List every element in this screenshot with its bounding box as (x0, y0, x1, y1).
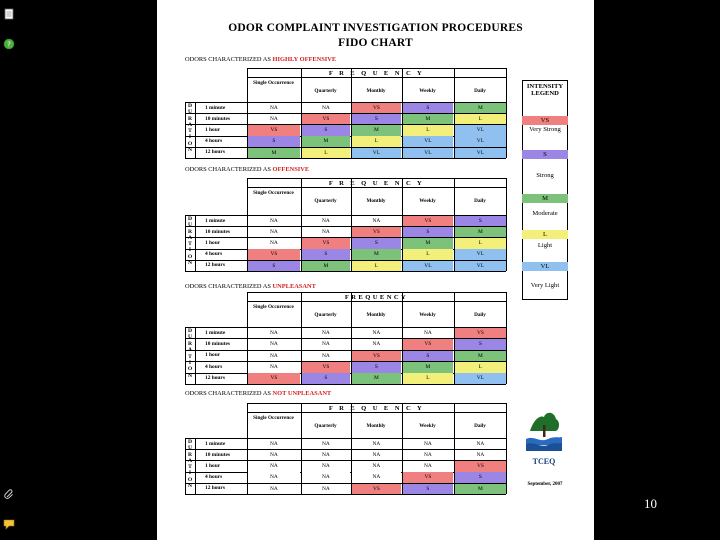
duration-letter: O (187, 140, 193, 147)
intensity-cell: L (455, 114, 506, 124)
intensity-cell: VL (352, 148, 401, 158)
intensity-cell: L (352, 261, 401, 271)
duration-letter: D (187, 103, 193, 109)
column-header: Monthly (366, 312, 386, 318)
intensity-cell: NA (248, 461, 300, 471)
intensity-cell: VL (403, 148, 453, 158)
grid-line (195, 215, 196, 271)
frequency-label: F R E Q U E N C Y (328, 405, 425, 412)
duration-letter: N (187, 259, 193, 266)
column-header: Single Occurrence (253, 190, 294, 196)
duration-row-label: 1 minute (205, 329, 226, 336)
intensity-cell: VL (455, 136, 506, 146)
section-heading-category: UNPLEASANT (272, 283, 316, 290)
intensity-cell: S (403, 484, 453, 494)
intensity-cell: M (403, 114, 453, 124)
column-header: Weekly (419, 198, 436, 204)
intensity-cell: NA (248, 439, 300, 449)
duration-letter: O (187, 366, 193, 373)
duration-letter: T (188, 128, 192, 134)
intensity-cell: VS (248, 125, 300, 135)
intensity-cell: NA (352, 439, 401, 449)
intensity-cell: M (455, 227, 506, 237)
legend-label: Strong (536, 172, 554, 179)
column-header: Daily (474, 423, 486, 429)
section-heading-category: OFFENSIVE (272, 166, 310, 173)
intensity-cell: NA (248, 238, 300, 248)
legend-swatch: VS (522, 116, 568, 125)
intensity-cell: M (302, 261, 350, 271)
column-header: Weekly (419, 423, 436, 429)
column-header: Monthly (366, 88, 386, 94)
duration-letter: N (187, 482, 193, 489)
duration-letter: O (187, 253, 193, 260)
intensity-cell: S (302, 249, 350, 259)
intensity-cell: NA (403, 328, 453, 339)
logo-text: TCEQ (532, 457, 556, 466)
duration-row-label: 1 minute (205, 104, 226, 111)
duration-letter: D (187, 216, 193, 222)
intensity-cell: NA (248, 362, 300, 373)
intensity-cell: M (403, 238, 453, 248)
intensity-cell: S (455, 472, 506, 482)
intensity-cell: NA (248, 114, 300, 124)
section-heading (185, 56, 336, 63)
duration-row-label: 1 hour (205, 462, 221, 469)
intensity-cell: VS (403, 339, 453, 350)
intensity-cell: L (403, 373, 453, 384)
intensity-cell: VS (455, 328, 506, 339)
section-heading (185, 390, 331, 397)
duration-letter: O (187, 476, 193, 483)
duration-row-label: 12 hours (205, 485, 225, 492)
intensity-cell: M (248, 148, 300, 158)
duration-row-label: 1 minute (205, 217, 226, 224)
grid-line (247, 68, 506, 69)
intensity-cell: NA (302, 227, 350, 237)
duration-row-label: 1 hour (205, 352, 221, 359)
intensity-cell: VS (302, 362, 350, 373)
duration-row-label: 1 hour (205, 126, 221, 133)
duration-letter: R (187, 228, 193, 235)
section-heading-prefix: ODORS CHARACTERIZED AS (185, 283, 271, 290)
intensity-cell: NA (302, 103, 350, 113)
duration-letter: U (187, 222, 193, 229)
intensity-cell: S (352, 362, 401, 373)
duration-letter: N (187, 372, 193, 379)
duration-letter: I (188, 470, 192, 477)
section-heading-prefix: ODORS CHARACTERIZED AS (185, 166, 271, 173)
intensity-cell: L (455, 362, 506, 373)
column-header: Monthly (366, 423, 386, 429)
grid-line (185, 384, 506, 385)
intensity-cell: L (455, 238, 506, 248)
document-title: ODOR COMPLAINT INVESTIGATION PROCEDURES (228, 22, 523, 34)
duration-letter: U (187, 334, 193, 341)
intensity-cell: S (403, 227, 453, 237)
page-number: 10 (644, 496, 657, 511)
intensity-cell: VL (455, 373, 506, 384)
duration-letter: R (187, 340, 193, 347)
grid-line (247, 187, 506, 188)
intensity-cell: NA (455, 450, 506, 460)
intensity-cell: NA (403, 439, 453, 449)
intensity-cell: VL (403, 261, 453, 271)
intensity-cell: NA (302, 450, 350, 460)
intensity-cell: M (352, 373, 401, 384)
column-header: Quarterly (314, 312, 337, 318)
grid-line (195, 438, 196, 494)
intensity-cell: S (455, 339, 506, 350)
section-heading-category: HIGHLY OFFENSIVE (272, 56, 337, 63)
intensity-cell: S (352, 114, 401, 124)
intensity-cell: VS (352, 227, 401, 237)
duration-letter: A (187, 234, 193, 241)
column-header: Quarterly (314, 423, 337, 429)
column-header: Weekly (419, 88, 436, 94)
intensity-cell: VS (302, 114, 350, 124)
intensity-cell: S (352, 238, 401, 248)
column-header: Daily (474, 198, 486, 204)
intensity-cell: NA (302, 439, 350, 449)
intensity-cell: VS (403, 472, 453, 482)
intensity-cell: NA (352, 216, 401, 226)
grid-line (185, 271, 506, 272)
intensity-cell: S (403, 103, 453, 113)
intensity-cell: S (302, 373, 350, 384)
intensity-cell: NA (302, 461, 350, 471)
grid-line (506, 68, 507, 158)
intensity-cell: M (352, 125, 401, 135)
duration-row-label: 10 minutes (205, 115, 231, 122)
intensity-cell: NA (302, 339, 350, 350)
duration-row-label: 4 hours (205, 474, 223, 481)
grid-line (506, 292, 507, 384)
duration-letter: I (188, 247, 192, 254)
grid-line (506, 178, 507, 271)
intensity-cell: NA (248, 328, 300, 339)
duration-row-label: 10 minutes (205, 340, 231, 347)
intensity-cell: NA (248, 103, 300, 113)
duration-row-label: 10 minutes (205, 451, 231, 458)
duration-letter: A (187, 121, 193, 128)
duration-letter: U (187, 445, 193, 452)
intensity-cell: NA (352, 339, 401, 350)
intensity-cell: VS (352, 103, 401, 113)
intensity-cell: L (352, 136, 401, 146)
duration-letter: R (187, 115, 193, 122)
duration-row-label: 12 hours (205, 149, 225, 156)
grid-line (185, 494, 506, 495)
duration-row-label: 10 minutes (205, 228, 231, 235)
grid-line (247, 178, 506, 179)
legend-title: INTENSITY LEGEND (526, 83, 564, 97)
intensity-cell: NA (248, 450, 300, 460)
intensity-legend (522, 80, 568, 300)
duration-letter: T (188, 353, 192, 360)
grid-line (195, 102, 196, 158)
intensity-cell: NA (352, 450, 401, 460)
intensity-cell: VL (455, 249, 506, 259)
intensity-cell: VL (455, 148, 506, 158)
legend-swatch: M (522, 194, 568, 203)
duration-letter: U (187, 109, 193, 116)
grid-line (247, 292, 506, 293)
duration-letter: T (188, 464, 192, 470)
intensity-cell: VS (455, 461, 506, 471)
grid-line (506, 403, 507, 494)
column-header: Single Occurrence (253, 415, 294, 421)
legend-label: Very Light (530, 282, 560, 289)
section-heading-prefix: ODORS CHARACTERIZED AS (185, 390, 271, 397)
intensity-cell: NA (248, 484, 300, 494)
comment-icon[interactable] (3, 518, 15, 530)
intensity-cell: S (403, 351, 453, 362)
frequency-label: F R E Q U E N C Y (328, 70, 425, 77)
duration-letter: A (187, 347, 193, 354)
document-page (157, 0, 594, 540)
grid-line (247, 301, 506, 302)
intensity-cell: S (248, 136, 300, 146)
legend-swatch: VL (522, 262, 568, 271)
section-heading (185, 283, 316, 290)
intensity-cell: VS (248, 249, 300, 259)
intensity-cell: L (403, 249, 453, 259)
svg-text:?: ? (7, 40, 11, 49)
intensity-cell: L (302, 148, 350, 158)
intensity-cell: NA (352, 328, 401, 339)
intensity-cell: L (403, 125, 453, 135)
section-heading-category: NOT UNPLEASANT (272, 390, 332, 397)
intensity-cell: NA (455, 439, 506, 449)
intensity-cell: VL (403, 136, 453, 146)
legend-swatch: S (522, 150, 568, 159)
intensity-cell: VS (403, 216, 453, 226)
duration-letter: I (188, 134, 192, 141)
legend-swatch: L (522, 230, 568, 239)
legend-label: Very Strong (529, 126, 561, 133)
intensity-cell: VS (352, 484, 401, 494)
column-header: Quarterly (314, 198, 337, 204)
intensity-cell: VL (455, 125, 506, 135)
duration-letter: N (187, 146, 193, 153)
intensity-cell: NA (248, 339, 300, 350)
intensity-cell: S (248, 261, 300, 271)
intensity-cell: NA (302, 472, 350, 482)
grid-line (195, 327, 196, 384)
column-header: Weekly (419, 312, 436, 318)
intensity-cell: NA (352, 461, 401, 471)
intensity-cell: VS (248, 373, 300, 384)
column-header: Monthly (366, 198, 386, 204)
intensity-cell: M (455, 484, 506, 494)
duration-letter: T (188, 241, 192, 247)
grid-line (247, 403, 506, 404)
intensity-cell: NA (248, 216, 300, 226)
duration-row-label: 1 minute (205, 440, 226, 447)
intensity-cell: M (455, 351, 506, 362)
frequency-label: F R E Q U E N C Y (328, 180, 425, 187)
document-icon[interactable] (3, 8, 15, 20)
intensity-cell: NA (302, 328, 350, 339)
intensity-cell: M (403, 362, 453, 373)
intensity-cell: M (302, 136, 350, 146)
duration-letter: A (187, 457, 193, 464)
intensity-cell: M (455, 103, 506, 113)
legend-label: Moderate (532, 210, 558, 217)
column-header: Daily (474, 312, 486, 318)
intensity-cell: NA (302, 351, 350, 362)
intensity-cell: NA (248, 351, 300, 362)
duration-row-label: 1 hour (205, 239, 221, 246)
duration-row-label: 12 hours (205, 375, 225, 382)
tceq-logo-icon (526, 405, 562, 455)
intensity-cell: NA (248, 227, 300, 237)
intensity-cell: NA (302, 484, 350, 494)
paperclip-icon[interactable] (3, 488, 15, 500)
duration-letter: D (187, 328, 193, 334)
grid-line (247, 412, 506, 413)
help-icon[interactable] (3, 38, 15, 50)
column-header: Single Occurrence (253, 80, 294, 86)
column-header: Daily (474, 88, 486, 94)
intensity-cell: NA (352, 472, 401, 482)
date-note: September, 2007 (527, 482, 563, 487)
duration-letter: I (188, 359, 192, 366)
duration-row-label: 12 hours (205, 262, 225, 269)
intensity-cell: VL (455, 261, 506, 271)
intensity-cell: VS (302, 238, 350, 248)
intensity-cell: M (352, 249, 401, 259)
duration-letter: D (187, 439, 193, 445)
intensity-cell: NA (403, 461, 453, 471)
duration-row-label: 4 hours (205, 138, 223, 145)
intensity-cell: NA (302, 216, 350, 226)
intensity-cell: S (302, 125, 350, 135)
duration-row-label: 4 hours (205, 251, 223, 258)
duration-letter: R (187, 451, 193, 458)
section-heading (185, 166, 309, 173)
intensity-cell: NA (248, 472, 300, 482)
grid-line (247, 77, 506, 78)
column-header: Quarterly (314, 88, 337, 94)
column-header: Single Occurrence (253, 304, 294, 310)
intensity-cell: NA (403, 450, 453, 460)
intensity-cell: VS (352, 351, 401, 362)
chart-title: FIDO CHART (338, 37, 413, 49)
duration-row-label: 4 hours (205, 363, 223, 370)
frequency-label: FREQUENCY (344, 294, 409, 301)
grid-line (185, 158, 506, 159)
section-heading-prefix: ODORS CHARACTERIZED AS (185, 56, 271, 63)
intensity-cell: S (455, 216, 506, 226)
legend-label: Light (537, 242, 553, 249)
